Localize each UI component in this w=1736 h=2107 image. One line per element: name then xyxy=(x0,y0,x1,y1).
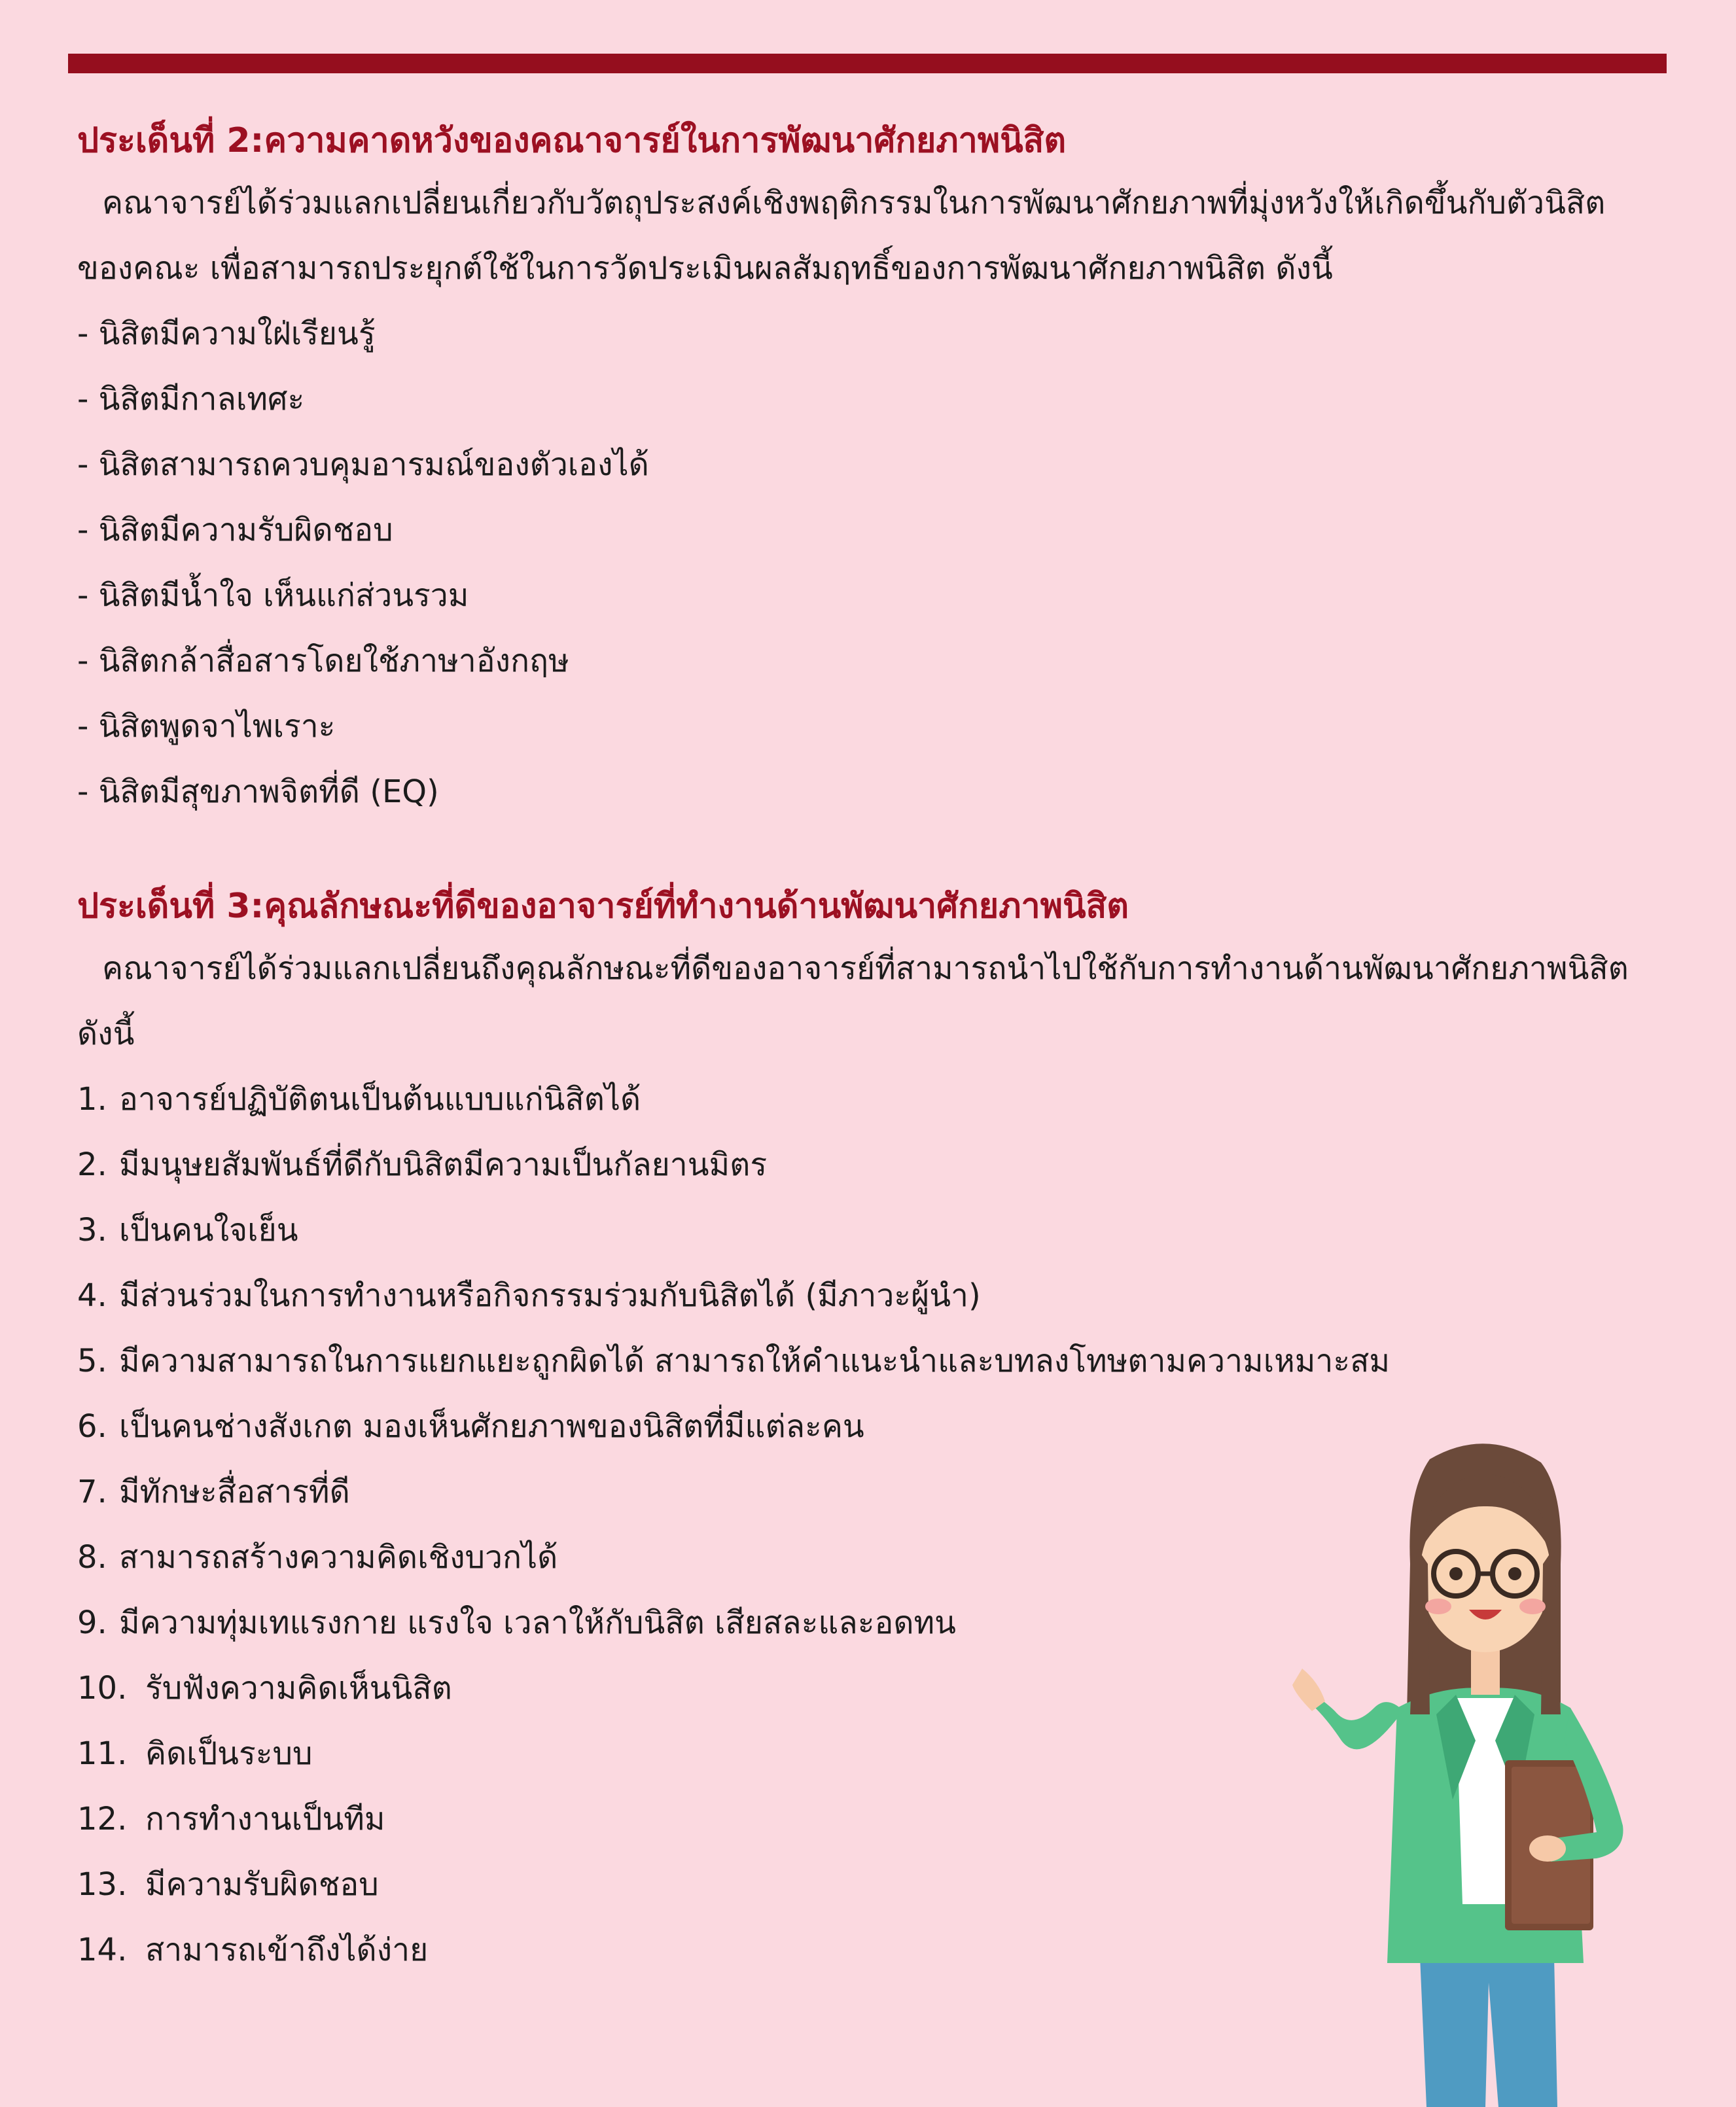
list-item xyxy=(77,1263,1661,1328)
item-number: 14. xyxy=(77,1932,128,1968)
item-text: มีความสามารถในการแยกแยะถูกผิดได้ สามารถให้คำแนะนำและบทลงโทษตามความเหมาะสม xyxy=(119,1343,1391,1379)
section-spacer xyxy=(77,824,1661,877)
section-2-heading: ประเด็นที่ 2:ความคาดหวังของคณาจารย์ในการพัฒนาศักยภาพนิสิต xyxy=(77,121,1067,160)
item-number: 2. xyxy=(77,1146,107,1183)
item-number: 7. xyxy=(77,1474,107,1510)
item-text: คิดเป็นระบบ xyxy=(145,1735,313,1772)
item-text: เป็นคนใจเย็น xyxy=(119,1212,298,1248)
list-item: - นิสิตสามารถควบคุมอารมณ์ของตัวเองได้ xyxy=(77,446,649,483)
item-number: 3. xyxy=(77,1212,107,1248)
item-number: 13. xyxy=(77,1866,128,1903)
list-item: - นิสิตมีสุขภาพจิตที่ดี (EQ) xyxy=(77,773,439,810)
item-number: 5. xyxy=(77,1343,107,1379)
item-text: รับฟังความคิดเห็นนิสิต xyxy=(145,1670,452,1707)
list-item xyxy=(77,1328,1661,1394)
item-text: สามารถเข้าถึงได้ง่าย xyxy=(145,1932,429,1968)
item-text: มีมนุษยสัมพันธ์ที่ดีกับนิสิตมีความเป็นกัลยานมิตร xyxy=(119,1146,768,1183)
item-number: 12. xyxy=(77,1801,128,1837)
item-text: สามารถสร้างความคิดเชิงบวกได้ xyxy=(119,1539,558,1576)
item-text: มีทักษะสื่อสารที่ดี xyxy=(119,1474,350,1510)
item-text: การทำงานเป็นทีม xyxy=(145,1801,385,1837)
item-text: อาจารย์ปฏิบัติตนเป็นต้นแบบแก่นิสิตได้ xyxy=(119,1081,641,1118)
section-3-heading: ประเด็นที่ 3:คุณลักษณะที่ดีของอาจารย์ที่ทำงานด้านพัฒนาศักยภาพนิสิต xyxy=(77,887,1129,926)
item-number: 1. xyxy=(77,1081,107,1118)
teacher-illustration-icon xyxy=(1289,1433,1656,2107)
list-item xyxy=(77,1197,1661,1263)
item-number: 4. xyxy=(77,1277,107,1314)
list-item: - นิสิตมีความรับผิดชอบ xyxy=(77,512,393,548)
list-item xyxy=(77,1067,1661,1132)
item-number: 9. xyxy=(77,1604,107,1641)
item-text: มีความทุ่มเทแรงกาย แรงใจ เวลาให้กับนิสิต เสียสละและอดทน xyxy=(119,1604,956,1641)
list-item: - นิสิตมีน้ำใจ เห็นแก่ส่วนรวม xyxy=(77,577,469,614)
section-2 xyxy=(77,111,1661,824)
list-item: - นิสิตมีกาลเทศะ xyxy=(77,381,305,417)
item-number: 10. xyxy=(77,1670,128,1707)
list-item: - นิสิตกล้าสื่อสารโดยใช้ภาษาอังกฤษ xyxy=(77,643,569,679)
item-number: 11. xyxy=(77,1735,128,1772)
item-text: เป็นคนช่างสังเกต มองเห็นศักยภาพของนิสิตที่มีแต่ละคน xyxy=(119,1408,864,1445)
item-text: มีส่วนร่วมในการทำงานหรือกิจกรรมร่วมกับนิสิตได้ (มีภาวะผู้นำ) xyxy=(119,1277,981,1314)
item-number: 8. xyxy=(77,1539,107,1576)
list-item: - นิสิตพูดจาไพเราะ xyxy=(77,708,336,745)
item-text: มีความรับผิดชอบ xyxy=(145,1866,379,1903)
section-2-list xyxy=(77,301,1661,824)
item-number: 6. xyxy=(77,1408,107,1445)
top-accent-bar xyxy=(68,54,1667,73)
list-item xyxy=(77,1132,1661,1197)
section-3-intro: คณาจารย์ได้ร่วมแลกเปลี่ยนถึงคุณลักษณะที่ดีของอาจารย์ที่สามารถนำไปใช้กับการทำงานด้านพัฒนาศักยภาพนิสิตดังนี้ xyxy=(77,950,1629,1052)
section-2-intro: คณาจารย์ได้ร่วมแลกเปลี่ยนเกี่ยวกับวัตถุประสงค์เชิงพฤติกรรมในการพัฒนาศักยภาพที่มุ่งหวังให้เกิดขึ้นกับตัวนิสิตของคณะ เพื่อสามารถประยุกต์ใช้ในการวัดประเมินผลสัมฤทธิ์ของการพัฒนาศักยภาพนิสิต ดังนี้ xyxy=(77,185,1606,287)
list-item: - นิสิตมีความใฝ่เรียนรู้ xyxy=(77,315,376,352)
